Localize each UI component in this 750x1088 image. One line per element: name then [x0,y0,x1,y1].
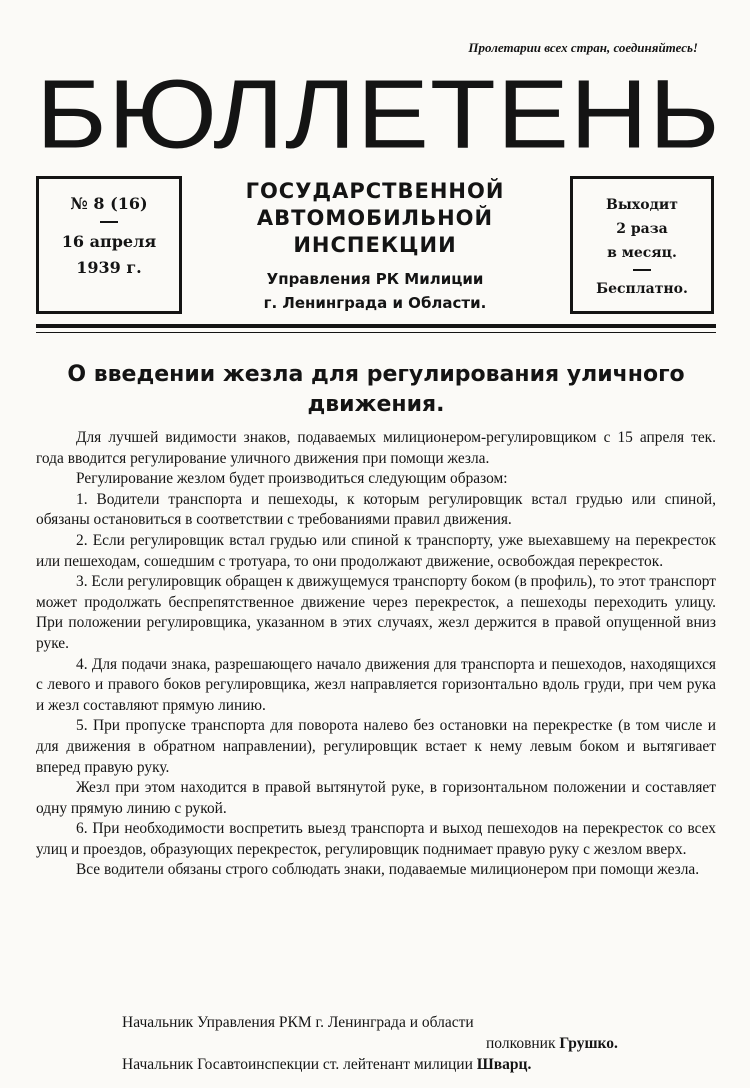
paragraph: Регулирование жезлом будет производиться следующим образом: [76,470,508,488]
publisher-line-2: г. Ленинграда и Области. [263,294,487,312]
frequency-line-4: Бесплатно. [596,281,688,297]
paragraph: 5. При пропуске транспорта для поворота налево без остановки на перекрестке (в том числе и для движения в обратном направлении), регулировщик встает к нему левым боком и вытягивает вперед правую руку. [36,717,716,776]
issue-year: 1939 г. [76,258,142,277]
issue-number: № 8 (16) [70,194,148,213]
issue-box [36,176,182,314]
paragraph: 3. Если регулировщик обращен к движущемуся транспорту боком (в профиль), то этот транспорт может продолжать беспрепятственное движение через перекресток, а пешеходы переходить улицу. При положении регулировщика, указанном в этих случаях, жезл держится в правой опущенной вниз руке. [36,573,716,652]
masthead-title: БЮЛЛЕТЕНЬ [36,59,721,168]
paragraph: 6. При необходимости воспретить выезд транспорта и выход пешеходов на перекресток со всех улиц и проездов, образующих перекресток, регулировщик поднимает правую руку с жезлом вверх. [36,820,716,858]
header-rule [36,324,716,328]
paragraph: Все водители обязаны строго соблюдать знаки, подаваемые милиционером при помощи жезла. [76,861,700,879]
frequency-line-3: в месяц. [607,245,677,261]
heading-line-2: АВТОМОБИЛЬНОЙ [256,206,494,230]
signature-rank: полковник [486,1035,556,1052]
signature-name: Грушко. [559,1035,618,1052]
divider [633,269,651,271]
paragraph: Жезл при этом находится в правой вытянутой руке, в горизонтальном положении и составляет одну прямую линию с рукой. [36,779,716,817]
signature-name: Шварц. [476,1056,532,1073]
paragraph: 1. Водители транспорта и пешеходы, к которым регулировщик встал грудью или спиной, обязаны остановиться в соответствии с требованиями правил движения. [36,490,716,529]
frequency-line-1: Выходит [606,197,678,213]
signature-line-2 [36,1033,716,1054]
heading-line-3: ИНСПЕКЦИИ [293,233,457,257]
paragraph: 4. Для подачи знака, разрешающего начало движения для транспорта и пешеходов, находящихся с левого и правого боков регулировщика, жезл направляется горизонтально вдоль груди, при чем рука и жезл составляют прямую линию. [36,655,716,714]
article-title: О введении жезла для регулирования уличного движения. [67,362,685,417]
paragraph: Для лучшей видимости знаков, подаваемых милиционером-регулировщиком с 15 апреля тек. года вводится регулирование уличного движения при помощи жезла. [36,429,716,467]
motto: Пролетарии всех стран, соединяйтесь! [468,40,698,55]
signature-line-1: Начальник Управления РКМ г. Ленинграда и области [122,1014,474,1031]
issue-date: 16 апреля [61,232,157,251]
signature-line-3 [36,1054,716,1075]
frequency-box [570,176,714,314]
heading-line-1: ГОСУДАРСТВЕННОЙ [245,179,505,203]
publisher-line-1: Управления РК Милиции [266,270,484,288]
paragraph: 2. Если регулировщик встал грудью или спиной к транспорту, уже выехавшему на перекресток или пешеходам, сошедшим с тротуара, то они продолжают движение, освобождая перекресток. [36,531,716,570]
signatures [36,1012,716,1075]
publisher-heading [200,178,550,315]
frequency-line-2: 2 раза [616,221,668,237]
divider [100,221,118,223]
article-body [36,428,716,881]
header-rule-thin [36,332,716,333]
signature-title: Начальник Госавтоинспекции ст. лейтенант милиции [122,1056,473,1073]
